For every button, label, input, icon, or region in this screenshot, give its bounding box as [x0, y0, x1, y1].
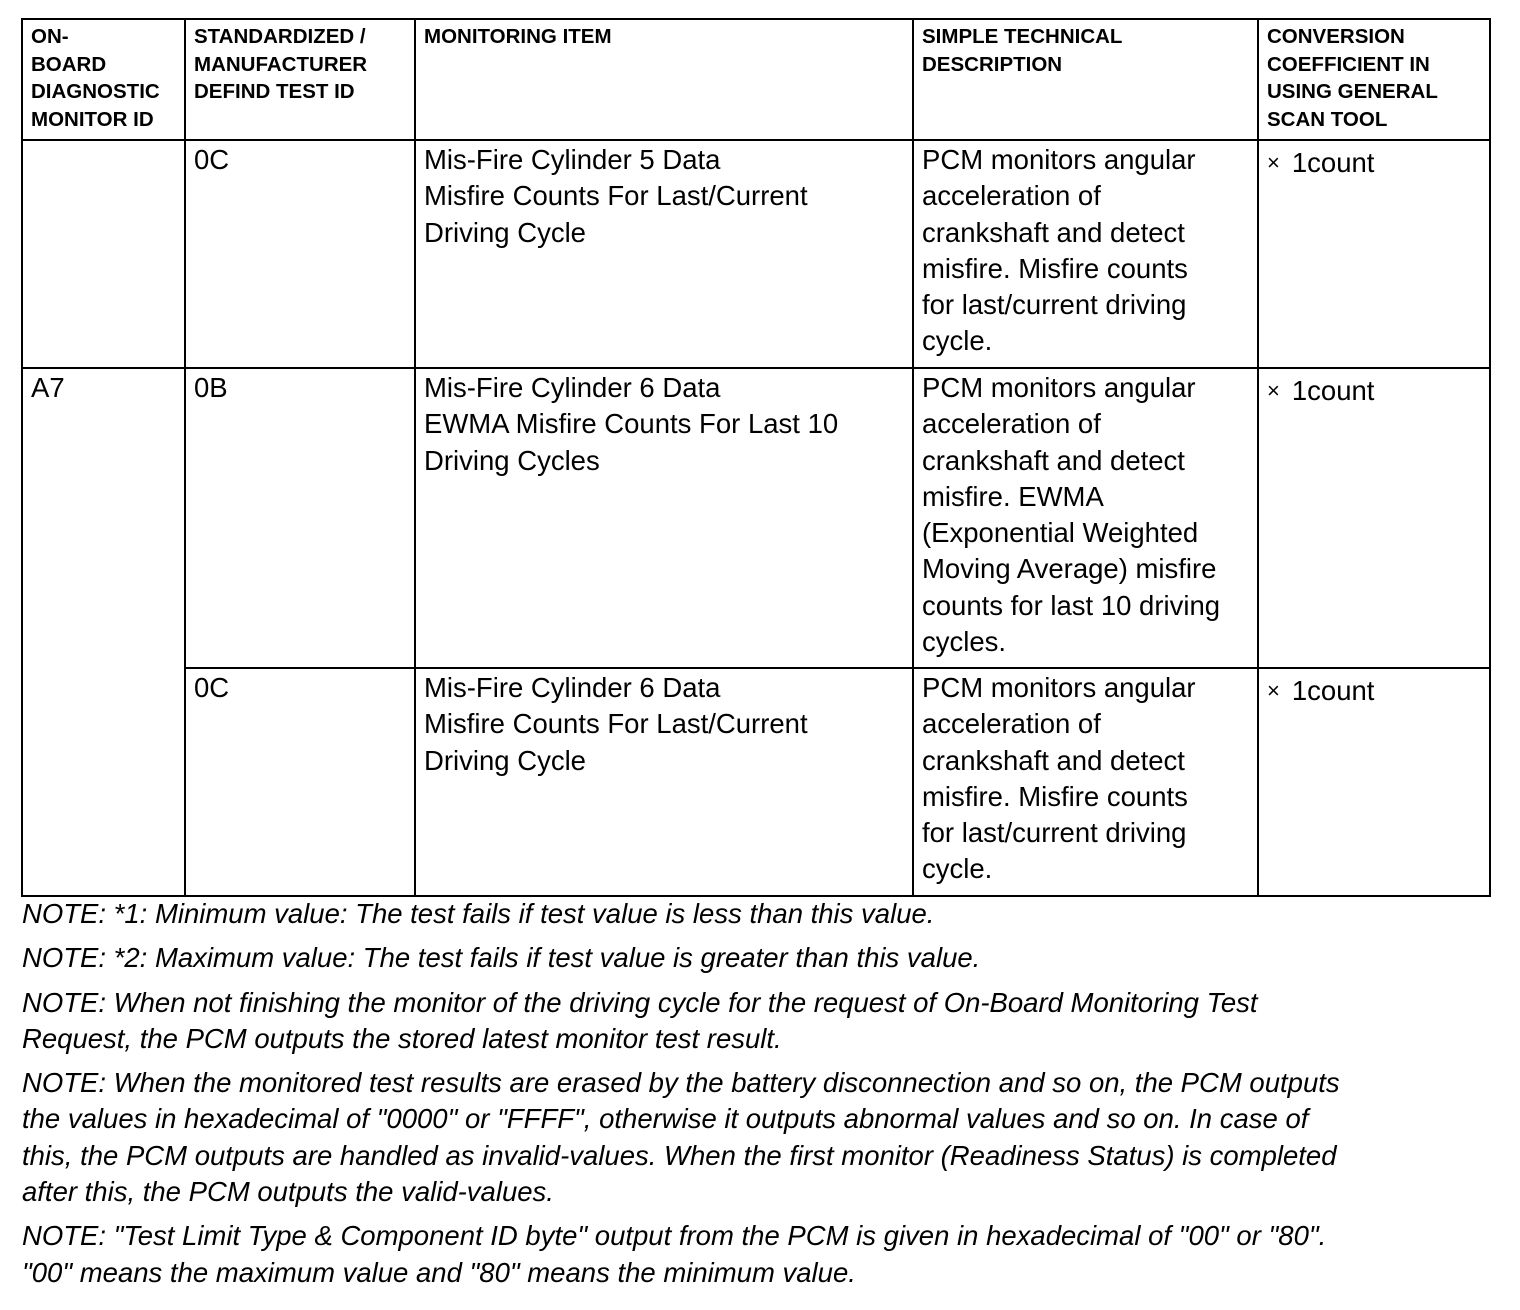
item-line: Mis-Fire Cylinder 6 Data — [424, 672, 721, 703]
coefficient-value: 1count — [1291, 375, 1375, 406]
note-line: Request, the PCM outputs the stored latest monitor test result. — [22, 1022, 782, 1054]
item-line: Mis-Fire Cylinder 5 Data — [424, 144, 721, 175]
header-line: ON- — [31, 25, 69, 48]
notes-section — [22, 896, 1492, 1299]
note-maximum-value — [22, 940, 1492, 976]
desc-line: Moving Average) misfire — [922, 553, 1217, 585]
header-line: SIMPLE TECHNICAL — [922, 25, 1123, 48]
desc-line: cycle. — [922, 325, 993, 357]
note-line: "00" means the maximum value and "80" means the minimum value. — [22, 1256, 856, 1288]
note-line: this, the PCM outputs are handled as invalid-values. When the first monitor (Readiness Status) is completed — [22, 1139, 1337, 1171]
conversion-cell — [1258, 140, 1490, 368]
note-line: NOTE: *2: Maximum value: The test fails if test value is greater than this value. — [22, 942, 981, 974]
test-id-cell: 0C — [185, 140, 415, 368]
monitoring-item-cell — [415, 368, 913, 668]
header-line: DESCRIPTION — [922, 52, 1063, 76]
coefficient-value: 1count — [1291, 147, 1375, 178]
table-row — [22, 668, 1490, 896]
desc-line: for last/current driving — [922, 817, 1187, 849]
item-line: EWMA Misfire Counts For Last 10 — [424, 408, 839, 440]
desc-line: acceleration of — [922, 408, 1101, 440]
header-line: DIAGNOSTIC — [31, 80, 160, 103]
desc-line: crankshaft and detect — [922, 444, 1185, 476]
header-line: MONITOR ID — [31, 107, 154, 131]
note-line: NOTE: "Test Limit Type & Component ID byte" output from the PCM is given in hexadecimal of "00" or "80". — [22, 1220, 1327, 1252]
desc-line: PCM monitors angular — [922, 372, 1196, 403]
item-line: Driving Cycle — [424, 216, 586, 248]
multiply-symbol: × — [1267, 378, 1280, 403]
monitoring-item-cell — [415, 140, 913, 368]
item-line: Misfire Counts For Last/Current — [424, 180, 808, 212]
monitor-table — [21, 18, 1491, 897]
desc-line: acceleration of — [922, 708, 1101, 740]
desc-line: for last/current driving — [922, 289, 1187, 321]
desc-line: misfire. Misfire counts — [922, 252, 1188, 284]
note-test-limit-type — [22, 1218, 1492, 1291]
multiply-symbol: × — [1267, 678, 1280, 703]
monitoring-item-cell — [415, 668, 913, 896]
conversion-cell — [1258, 368, 1490, 668]
desc-line: counts for last 10 driving — [922, 589, 1221, 621]
note-line: NOTE: When not finishing the monitor of the driving cycle for the request of On-Board Monitoring Test — [22, 986, 1258, 1018]
header-test-id — [185, 19, 415, 140]
description-cell — [913, 140, 1258, 368]
item-line: Driving Cycles — [424, 444, 600, 476]
desc-line: PCM monitors angular — [922, 144, 1196, 175]
header-line: DEFIND TEST ID — [194, 80, 355, 103]
test-id-cell: 0B — [185, 368, 415, 668]
test-id-cell: 0C — [185, 668, 415, 896]
description-cell — [913, 668, 1258, 896]
header-description — [913, 19, 1258, 140]
header-line: MONITORING ITEM — [424, 25, 612, 48]
header-line: BOARD — [31, 52, 107, 76]
header-row — [22, 19, 1490, 140]
desc-line: (Exponential Weighted — [922, 517, 1199, 549]
desc-line: acceleration of — [922, 180, 1101, 212]
header-monitor-id — [22, 19, 185, 140]
note-monitor-not-finished — [22, 985, 1492, 1058]
header-line: COEFFICIENT IN — [1267, 52, 1430, 76]
header-line: CONVERSION — [1267, 25, 1405, 48]
multiply-symbol: × — [1267, 150, 1280, 175]
item-line: Mis-Fire Cylinder 6 Data — [424, 372, 721, 403]
desc-line: crankshaft and detect — [922, 744, 1185, 776]
monitor-id-cell: A7 — [22, 368, 185, 896]
header-monitoring-item — [415, 19, 913, 140]
note-minimum-value — [22, 896, 1492, 932]
header-line: STANDARDIZED / — [194, 25, 366, 48]
desc-line: misfire. Misfire counts — [922, 780, 1188, 812]
header-conversion-coefficient — [1258, 19, 1490, 140]
note-line: the values in hexadecimal of "0000" or "FFFF", otherwise it outputs abnormal values and so on. In case of — [22, 1103, 1309, 1135]
monitor-id-cell — [22, 140, 185, 368]
description-cell — [913, 368, 1258, 668]
note-battery-disconnection — [22, 1065, 1492, 1210]
header-line: SCAN TOOL — [1267, 107, 1388, 131]
desc-line: cycles. — [922, 626, 1007, 658]
note-line: NOTE: When the monitored test results are erased by the battery disconnection and so on, the PCM outputs — [22, 1067, 1340, 1099]
table-row — [22, 140, 1490, 368]
item-line: Driving Cycle — [424, 744, 586, 776]
conversion-cell — [1258, 668, 1490, 896]
desc-line: crankshaft and detect — [922, 216, 1185, 248]
table-row — [22, 368, 1490, 668]
note-line: NOTE: *1: Minimum value: The test fails if test value is less than this value. — [22, 898, 935, 929]
item-line: Misfire Counts For Last/Current — [424, 708, 808, 740]
desc-line: PCM monitors angular — [922, 672, 1196, 703]
desc-line: cycle. — [922, 853, 993, 885]
header-line: MANUFACTURER — [194, 52, 368, 76]
coefficient-value: 1count — [1291, 675, 1375, 706]
header-line: USING GENERAL — [1267, 80, 1438, 103]
note-line: after this, the PCM outputs the valid-values. — [22, 1176, 554, 1208]
desc-line: misfire. EWMA — [922, 480, 1104, 512]
